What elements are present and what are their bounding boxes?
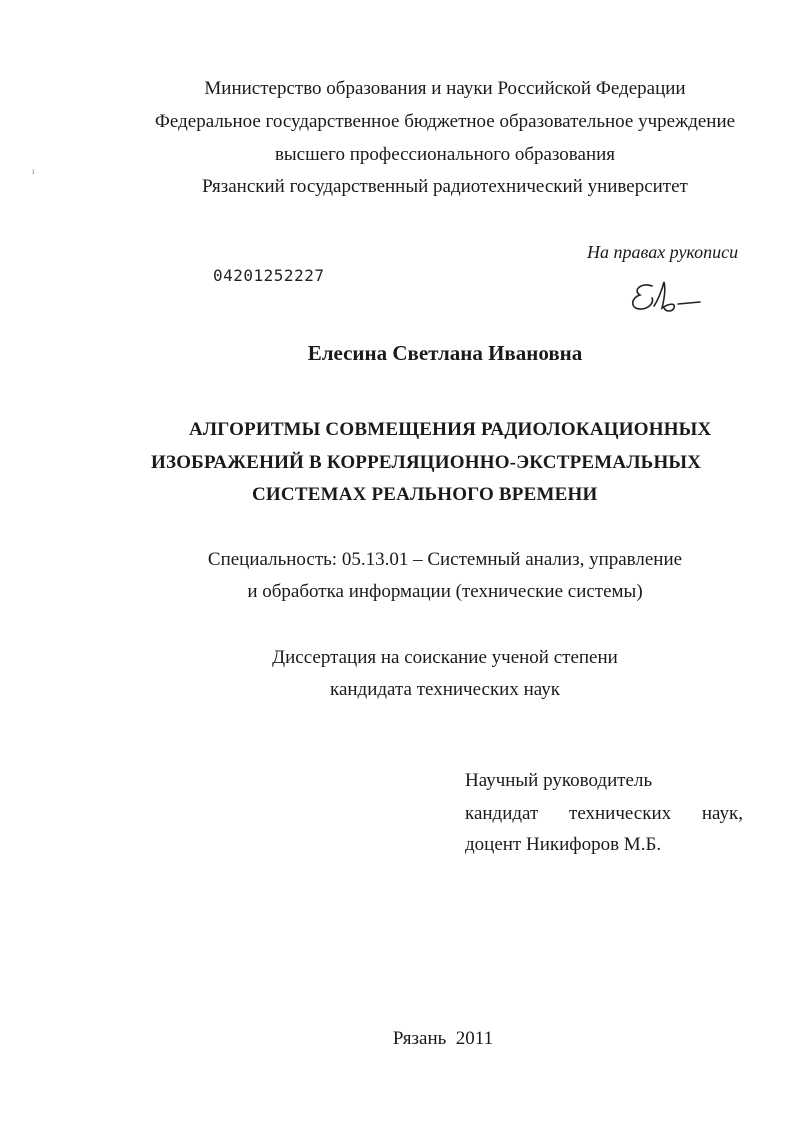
title-line-2: ИЗОБРАЖЕНИЙ В КОРРЕЛЯЦИОННО-ЭКСТРЕМАЛЬНЫХ [151, 452, 702, 473]
specialty-line-2: и обработка информации (технические системы) [247, 581, 643, 602]
advisor-degree-word: технических [569, 803, 672, 824]
title-line-1: АЛГОРИТМЫ СОВМЕЩЕНИЯ РАДИОЛОКАЦИОННЫХ [189, 419, 712, 440]
advisor-degree-word: кандидат [465, 803, 539, 824]
title-line-3: СИСТЕМАХ РЕАЛЬНОГО ВРЕМЕНИ [252, 484, 598, 505]
education-level-line: высшего профессионального образования [274, 144, 616, 165]
advisor-degree-word: наук, [701, 803, 743, 824]
manuscript-note: На правах рукописи [587, 242, 739, 262]
specialty-line-1: Специальность: 05.13.01 – Системный анализ, управление [207, 549, 683, 570]
scan-mark: ı [32, 166, 35, 176]
dissertation-line-2: кандидата технических наук [330, 679, 560, 700]
ministry-line: Министерство образования и науки Российской Федерации [204, 78, 686, 99]
city-year: Рязань 2011 [392, 1028, 494, 1049]
dissertation-line-1: Диссертация на соискание ученой степени [272, 647, 618, 668]
author-name: Елесина Светлана Ивановна [307, 341, 583, 365]
advisor-name: доцент Никифоров М.Б. [465, 834, 662, 855]
university-line: Рязанский государственный радиотехнический университет [202, 176, 688, 197]
advisor-label: Научный руководитель [465, 770, 653, 791]
advisor-degree [465, 803, 743, 825]
institution-type-line: Федеральное государственное бюджетное образовательное учреждение [154, 111, 736, 132]
archive-number: 04201252227 [213, 266, 325, 285]
signature-icon [628, 276, 708, 318]
